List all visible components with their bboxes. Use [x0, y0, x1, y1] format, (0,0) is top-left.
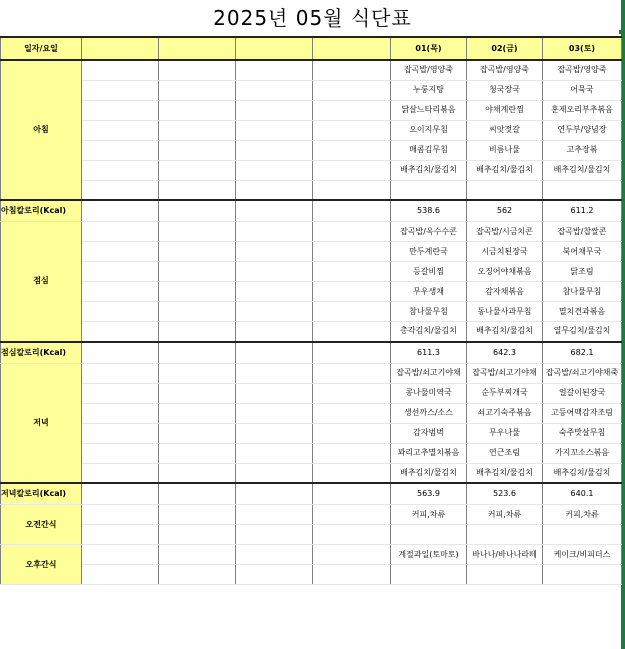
sheet-corner-marker [619, 30, 623, 34]
day-header: 02(금) [467, 37, 543, 60]
menu-cell: 만두계란국 [391, 242, 467, 262]
menu-cell: 동나물사과무침 [467, 302, 543, 322]
menu-cell: 꽈리고추멸치볶음 [391, 443, 467, 463]
table-row [1, 322, 622, 342]
calorie-value: 538.6 [391, 200, 467, 222]
menu-cell: 배추김치/물김치 [467, 160, 543, 180]
menu-cell [391, 525, 467, 545]
menu-cell: 참나물무침 [543, 282, 622, 302]
menu-cell: 잡곡밥/영양죽 [467, 60, 543, 80]
menu-cell: 배추김치/물김치 [543, 160, 622, 180]
header-blank [236, 37, 313, 60]
day-header: 01(목) [391, 37, 467, 60]
calorie-row [1, 200, 622, 222]
section-label-dinner: 저녁 [1, 363, 82, 483]
calorie-value: 523.6 [467, 483, 543, 505]
day-header: 03(토) [543, 37, 622, 60]
calorie-row [1, 342, 622, 364]
menu-cell: 숙주맛살무침 [543, 423, 622, 443]
menu-cell: 잡곡밥/쇠고기야채 [467, 363, 543, 383]
menu-table [0, 36, 622, 585]
menu-cell: 오이지무침 [391, 120, 467, 140]
menu-cell: 콩나물미역국 [391, 383, 467, 403]
menu-cell: 케이크/비피더스 [543, 545, 622, 565]
menu-cell: 고등어맥감자조림 [543, 403, 622, 423]
calorie-label: 점심칼로리(Kcal) [1, 342, 82, 364]
table-row [1, 383, 622, 403]
menu-cell: 배추김치/물김치 [467, 322, 543, 342]
table-row [1, 242, 622, 262]
menu-cell: 커피,차류 [391, 505, 467, 525]
menu-cell: 생선까스/소스 [391, 403, 467, 423]
menu-cell: 계절과일(토마토) [391, 545, 467, 565]
menu-cell: 북어채무국 [543, 242, 622, 262]
menu-cell [467, 525, 543, 545]
menu-cell: 누룽지탕 [391, 80, 467, 100]
menu-cell: 매콤김무침 [391, 140, 467, 160]
header-label: 일자/요일 [1, 37, 82, 60]
menu-cell: 가지꼬소스볶음 [543, 443, 622, 463]
calorie-value: 640.1 [543, 483, 622, 505]
menu-cell: 연근조림 [467, 443, 543, 463]
table-row [1, 262, 622, 282]
calorie-value: 611.2 [543, 200, 622, 222]
menu-cell [543, 525, 622, 545]
table-row [1, 363, 622, 383]
menu-cell: 잡곡밥/시금치콘 [467, 222, 543, 242]
menu-cell [467, 565, 543, 585]
menu-cell: 감자범벅 [391, 423, 467, 443]
menu-cell: 고추장볶 [543, 140, 622, 160]
table-row [1, 100, 622, 120]
table-row [1, 180, 622, 200]
menu-cell: 씨앗젓갈 [467, 120, 543, 140]
header-row [1, 37, 622, 60]
menu-cell [467, 180, 543, 200]
table-row [1, 302, 622, 322]
table-row [1, 565, 622, 585]
menu-cell: 커피,차류 [543, 505, 622, 525]
menu-cell: 등갈비찜 [391, 262, 467, 282]
calorie-value: 562 [467, 200, 543, 222]
menu-cell: 잡곡밥/찹쌀콘 [543, 222, 622, 242]
calorie-value: 611.3 [391, 342, 467, 364]
menu-cell: 쇠고기숙주볶음 [467, 403, 543, 423]
table-row [1, 545, 622, 565]
table-row [1, 443, 622, 463]
section-label-lunch: 점심 [1, 222, 82, 342]
menu-cell: 시금치된장국 [467, 242, 543, 262]
table-row [1, 222, 622, 242]
menu-cell: 배추김치/물김치 [543, 463, 622, 483]
menu-cell [543, 180, 622, 200]
menu-cell: 열무김치/물김치 [543, 322, 622, 342]
calorie-label: 아침칼로리(Kcal) [1, 200, 82, 222]
menu-cell: 바나나/바나나라떼 [467, 545, 543, 565]
menu-cell: 오징어야채볶음 [467, 262, 543, 282]
menu-cell: 잡곡밥/쇠고기야채 [391, 363, 467, 383]
section-label-afternoon-snack: 오후간식 [1, 545, 82, 585]
menu-cell: 훈제오리부추볶음 [543, 100, 622, 120]
section-label-morning-snack: 오전간식 [1, 505, 82, 545]
menu-cell: 야채계란찜 [467, 100, 543, 120]
menu-cell: 커피,차류 [467, 505, 543, 525]
section-label-breakfast: 아침 [1, 60, 82, 200]
menu-cell [391, 565, 467, 585]
calorie-value: 682.1 [543, 342, 622, 364]
table-row [1, 403, 622, 423]
menu-cell: 배추김치/물김치 [467, 463, 543, 483]
table-row [1, 282, 622, 302]
menu-cell: 잡곡밥/쇠고기야채죽 [543, 363, 622, 383]
menu-cell: 얼갈이된장국 [543, 383, 622, 403]
menu-cell: 잡곡밥/영양죽 [543, 60, 622, 80]
header-blank [159, 37, 236, 60]
table-row [1, 120, 622, 140]
table-row [1, 525, 622, 545]
menu-cell: 잡곡밥/옥수수콘 [391, 222, 467, 242]
table-row [1, 160, 622, 180]
calorie-label: 저녁칼로리(Kcal) [1, 483, 82, 505]
calorie-value: 563.9 [391, 483, 467, 505]
menu-cell: 닭조림 [543, 262, 622, 282]
table-row [1, 505, 622, 525]
table-row [1, 140, 622, 160]
table-row [1, 60, 622, 80]
table-row [1, 463, 622, 483]
page-title: 2025년 05월 식단표 [213, 6, 412, 30]
menu-cell: 연두부/양념장 [543, 120, 622, 140]
menu-cell: 어묵국 [543, 80, 622, 100]
menu-cell: 무우나물 [467, 423, 543, 443]
menu-cell: 비름나물 [467, 140, 543, 160]
menu-cell: 잡곡밥/영양죽 [391, 60, 467, 80]
menu-cell: 청국장국 [467, 80, 543, 100]
header-blank [82, 37, 159, 60]
menu-cell: 멸치견과볶음 [543, 302, 622, 322]
table-row [1, 80, 622, 100]
table-row [1, 423, 622, 443]
calorie-value: 642.3 [467, 342, 543, 364]
menu-cell: 닭살느타리볶음 [391, 100, 467, 120]
menu-cell: 참나물무침 [391, 302, 467, 322]
menu-cell: 감자채볶음 [467, 282, 543, 302]
calorie-row [1, 483, 622, 505]
menu-cell: 배추김치/물김치 [391, 160, 467, 180]
menu-cell: 무우생채 [391, 282, 467, 302]
menu-cell: 순두부찌개국 [467, 383, 543, 403]
menu-cell: 배추김치/물김치 [391, 463, 467, 483]
menu-cell: 총각김치/물김치 [391, 322, 467, 342]
menu-cell [543, 565, 622, 585]
header-blank [313, 37, 391, 60]
menu-cell [391, 180, 467, 200]
